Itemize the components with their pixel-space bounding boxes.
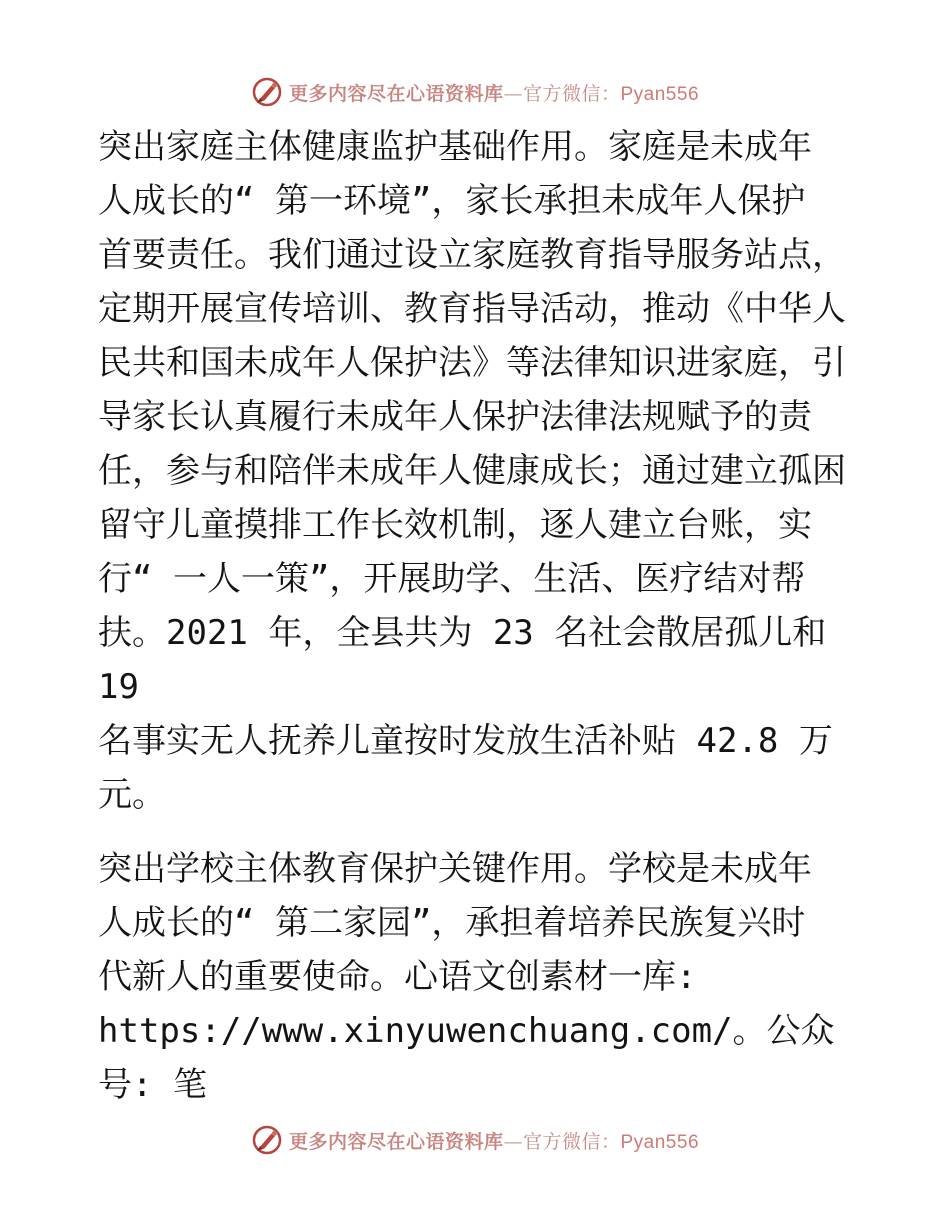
document-body (98, 120, 858, 1112)
footer-wechat-id: Pyan556 (620, 1131, 700, 1153)
header-watermark-text (289, 79, 699, 106)
header-watermark (0, 72, 950, 112)
header-separator: — (503, 82, 523, 105)
footer-site-name: 更多内容尽在心语资料库 (288, 1130, 504, 1153)
paragraph-school: 突出学校主体教育保护关键作用。学校是未成年 人成长的“ 第二家园”，承担着培养民族复兴时 代新人的重要使命。心语文创素材一库: https://www.xinyuwenchuang.com/。公众号: 笔 (98, 849, 835, 1105)
footer-watermark (0, 1120, 950, 1160)
footer-watermark-text (289, 1127, 699, 1154)
footer-wechat-label: 官方微信： (522, 1130, 621, 1153)
header-wechat-label: 官方微信： (522, 82, 621, 105)
footer-separator: — (503, 1130, 523, 1153)
paragraph-family: 突出家庭主体健康监护基础作用。家庭是未成年 人成长的“ 第一环境”，家长承担未成年人保护 首要责任。我们通过设立家庭教育指导服务站点， 定期开展宣传培训、教育指导活动，推动《中华人 民共和国未成年人保护法》等法律知识进家庭，引 导家长认真履行未成年人保护法律法规赋予的责 任，参与和陪伴未成年人健康成长；通过建立孤困 留守儿童摸排工作长效机制，逐人建立台账，实 行“ 一人一策”，开展助学、生活、医疗结对帮 扶。2021 年，全县共为 23 名社会散居孤儿和 19 名事实无人抚养儿童按时发放生活补贴 42.8 万 元。 (98, 127, 846, 815)
pen-logo-icon (251, 1124, 283, 1156)
header-wechat-id: Pyan556 (620, 83, 700, 105)
pen-logo-icon (251, 76, 283, 108)
header-site-name: 更多内容尽在心语资料库 (288, 82, 504, 105)
